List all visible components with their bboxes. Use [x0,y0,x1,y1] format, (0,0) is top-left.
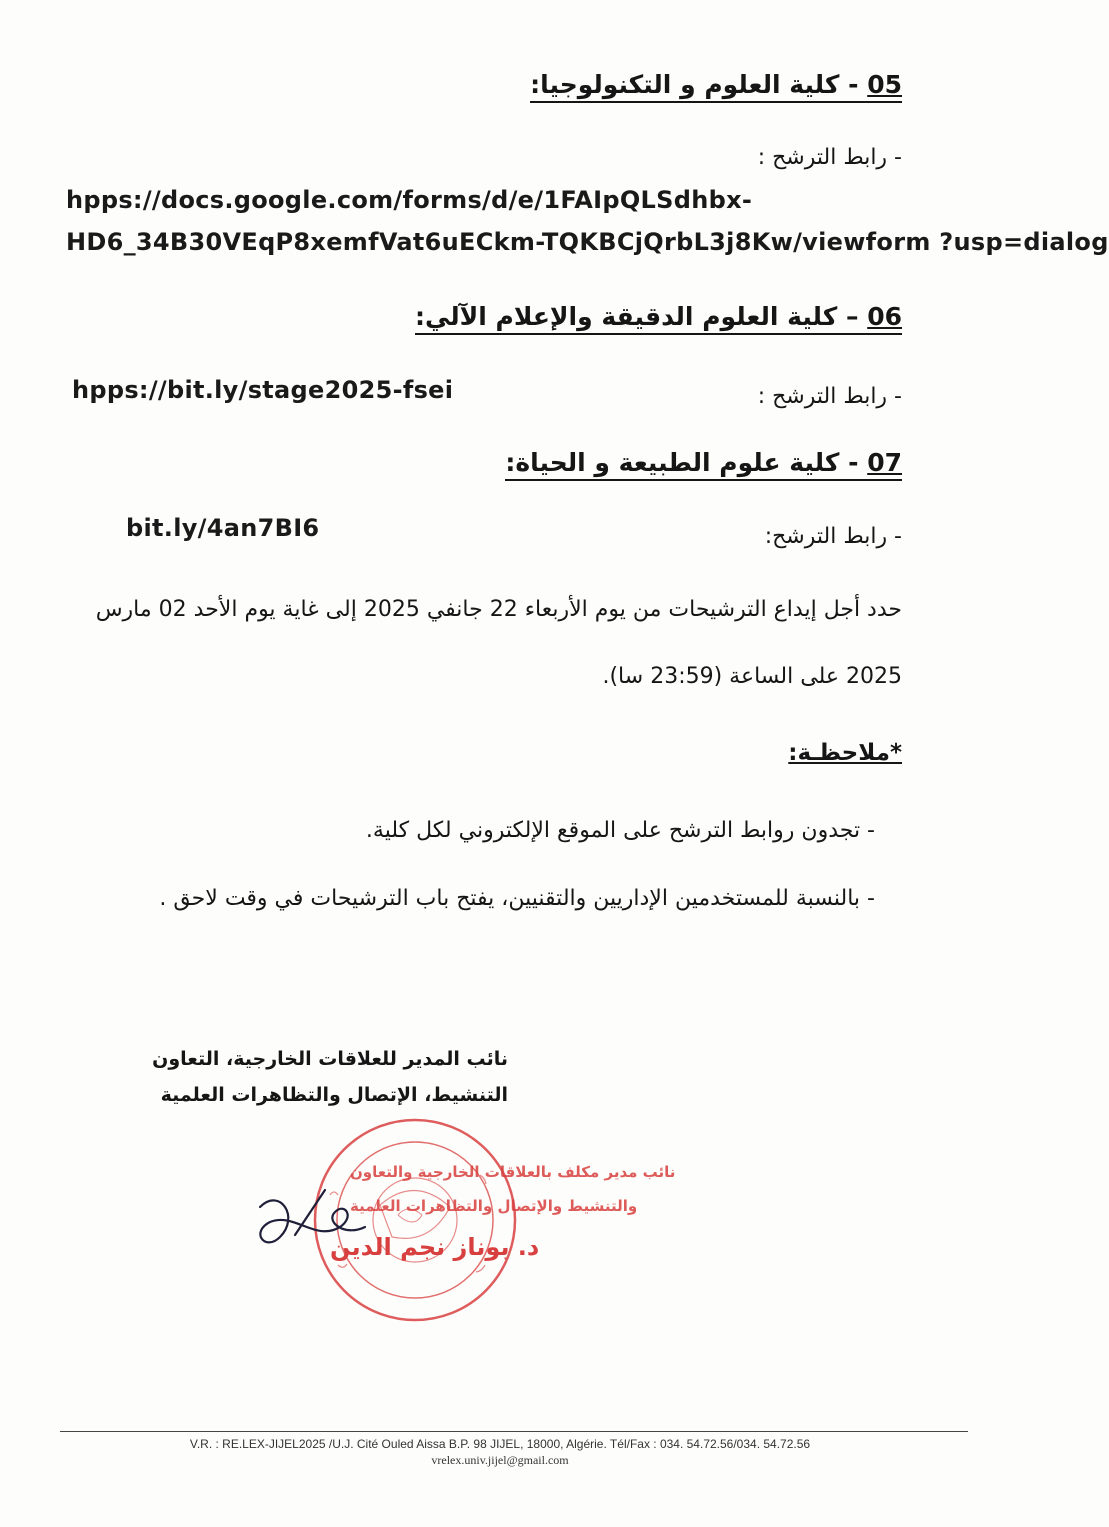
section-07-link[interactable]: bit.ly/4an7BI6 [126,514,320,542]
stamp-text-line-2: والتنشيط والإتصال والتظاهرات العلمية [350,1197,638,1215]
section-05-number: 05 [867,70,902,99]
section-07-heading [505,448,902,481]
section-06-heading [415,302,902,335]
footer-email[interactable]: vrelex.univ.jijel@gmail.com [431,1453,569,1467]
stamp-text-line-1: نائب مدير مكلف بالعلاقات الخارجية والتعاون [350,1163,676,1181]
section-05-heading [530,70,902,103]
section-05-link-line1[interactable]: hpps://docs.google.com/forms/d/e/1FAIpQLSdhbx- [66,186,753,214]
stamp-and-signature [80,1115,676,1345]
section-07-number: 07 [867,448,902,477]
section-06-candidacy-label: - رابط الترشح : [757,384,902,409]
note-heading: *ملاحظـة: [788,740,902,766]
section-05-link-line2[interactable]: HD6_34B30VEqP8xemfVat6uECkm-TQKBCjQrbL3j8Kw/viewform ?usp=dialog [66,228,1109,256]
section-05-title: - كلية العلوم و التكنولوجيا: [530,70,859,99]
section-06-title: – كلية العلوم الدقيقة والإعلام الآلي: [414,302,859,331]
signatory-title-line-2: التنشيط، الإتصال والتظاهرات العلمية [160,1084,508,1106]
stamp-name: د. بوناز نجم الدين [330,1233,540,1261]
section-06-number: 06 [867,302,902,331]
section-05-candidacy-label: - رابط الترشح : [757,145,902,170]
footer-address: V.R. : RE.LEX-JIJEL2025 /U.J. Cité Ouled Aissa B.P. 98 JIJEL, 18000, Algérie. Tél/Fax : 034. 54.72.56/034. 54.72.56 [189,1437,811,1451]
official-stamp-graphic [80,1115,676,1345]
section-07-candidacy-label: - رابط الترشح: [764,524,902,549]
note-item-2: - بالنسبة للمستخدمين الإداريين والتقنيين، يفتح باب الترشيحات في وقت لاحق . [159,886,875,911]
note-item-1: - تجدون روابط الترشح على الموقع الإلكتروني لكل كلية. [365,818,875,843]
section-07-title: - كلية علوم الطبيعة و الحياة: [505,448,859,477]
section-06-link[interactable]: hpps://bit.ly/stage2025-fsei [72,376,454,404]
round-seal-icon [315,1120,515,1320]
signatory-title-line-1: نائب المدير للعلاقات الخارجية، التعاون [152,1048,508,1070]
footer-divider [60,1431,968,1432]
deadline-line-2: 2025 على الساعة (23:59 سا). [602,664,902,689]
deadline-line-1: حدد أجل إيداع الترشيحات من يوم الأربعاء 22 جانفي 2025 إلى غاية يوم الأحد 02 مارس [95,597,902,622]
